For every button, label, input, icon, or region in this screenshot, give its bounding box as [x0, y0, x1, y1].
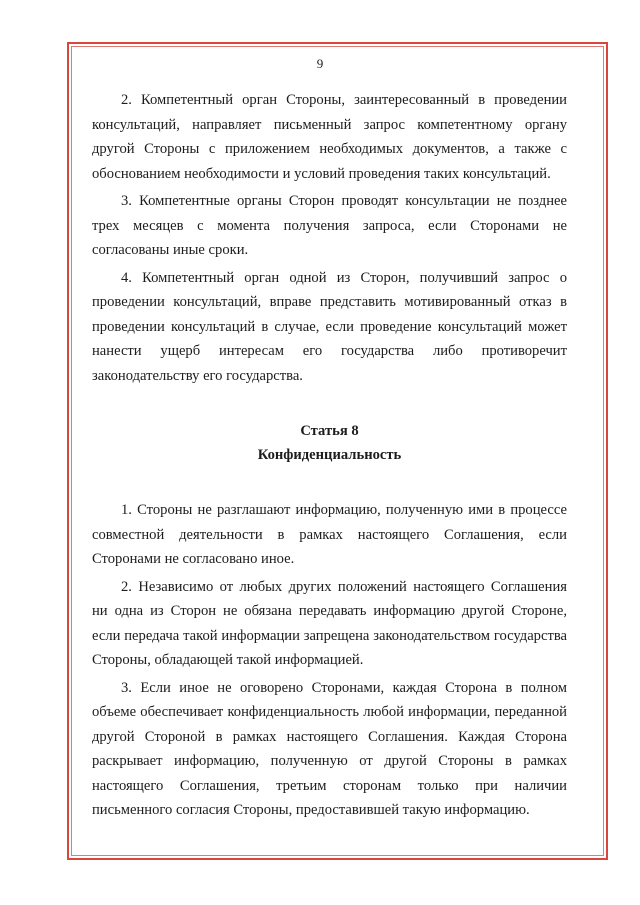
- paragraph-nondisclosure: 1. Стороны не разглашают информацию, полученную ими в процессе совместной деятельности в рамках настоящего Соглашения, если Сторонами не согласовано иное.: [92, 502, 567, 567]
- paragraph-consultation-timing: 3. Компетентные органы Сторон проводят консультации не позднее трех месяцев с момента получения запроса, если Сторонами не согласованы иные сроки.: [92, 193, 567, 258]
- document-body: [92, 88, 567, 826]
- page-number: 9: [316, 56, 324, 71]
- article-heading: Статья 8: [300, 423, 359, 439]
- paragraph-consultation-refusal: 4. Компетентный орган одной из Сторон, получивший запрос о проведении консультаций, вправе представить мотивированный отказ в проведении консультаций в случае, если проведение консультаций может нанести ущерб интересам его государства либо противоречит законодательству его государства.: [92, 269, 567, 384]
- paragraph-no-obligation: 2. Независимо от любых других положений настоящего Соглашения ни одна из Сторон не обязана передавать информацию другой Стороне, если передача такой информации запрещена законодательством государства Стороны, обладающей такой информацией.: [92, 578, 567, 668]
- article-title: Конфиденциальность: [257, 447, 402, 463]
- paragraph-consultation-request: 2. Компетентный орган Стороны, заинтересованный в проведении консультаций, направляет письменный запрос компетентному органу другой Стороны с приложением необходимых документов, а также с обоснованием необходимости и условий проведения таких консультаций.: [92, 92, 567, 182]
- paragraph-confidentiality-scope: 3. Если иное не оговорено Сторонами, каждая Сторона в полном объеме обеспечивает конфиденциальность любой информации, переданной другой Стороной в рамках настоящего Соглашения. Каждая Сторона раскрывает информацию, полученную от другой Стороны в рамках настоящего Соглашения, третьим сторонам только при наличии письменного согласия Стороны, предоставившей такую информацию.: [92, 679, 567, 818]
